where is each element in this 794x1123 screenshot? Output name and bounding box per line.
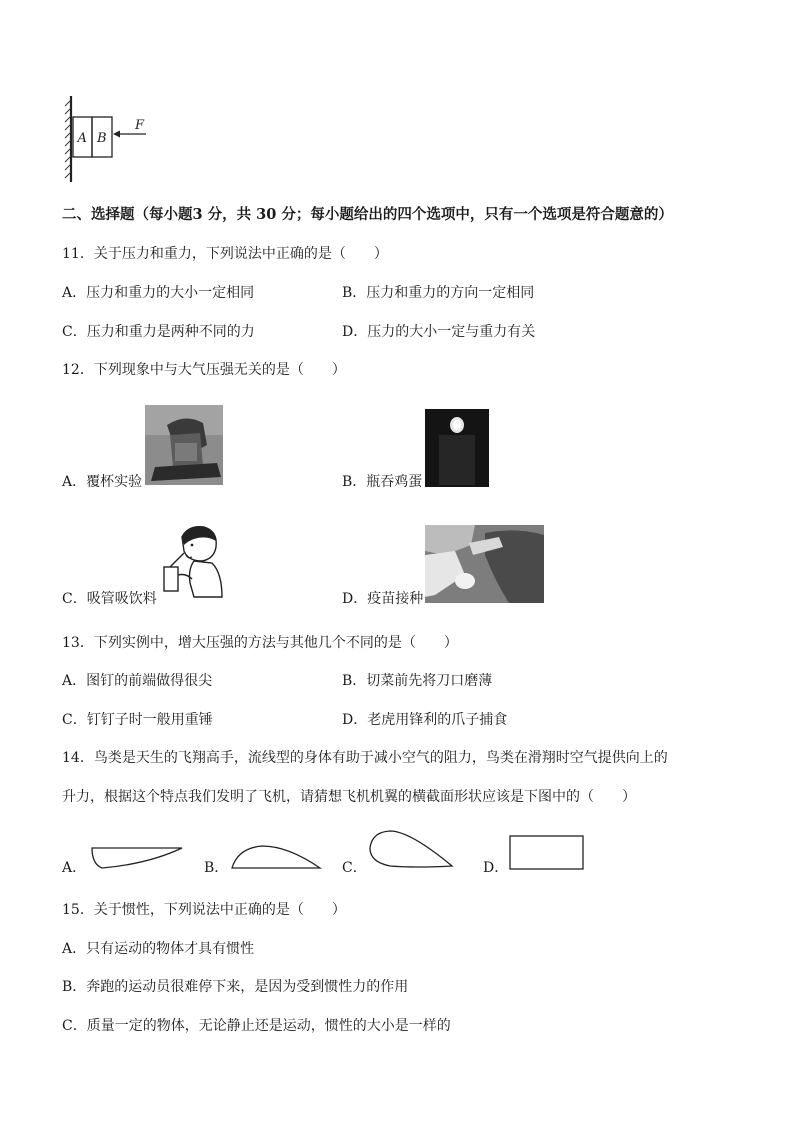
question-15-option-c: C．质量一定的物体，无论静止还是运动，惯性的大小是一样的 — [62, 1018, 451, 1034]
block-b-label: B — [97, 131, 107, 146]
question-14-option-a: A． — [62, 860, 87, 876]
force-label: F — [135, 118, 145, 133]
straw-drinking-illustration — [158, 523, 224, 601]
question-13-option-a: A．图钉的前端做得很尖 — [62, 673, 213, 689]
question-14-option-c: C． — [342, 860, 367, 876]
question-13-option-d: D．老虎用锋利的爪子捕食 — [342, 712, 508, 728]
question-15-stem: 15．关于惯性，下列说法中正确的是（ ） — [62, 902, 346, 918]
question-14-option-d: D． — [483, 860, 509, 876]
bottle-egg-photo — [425, 409, 489, 487]
block-a-label: A — [77, 131, 87, 146]
question-11-option-a: A．压力和重力的大小一定相同 — [62, 285, 255, 301]
question-12-option-b: B．瓶吞鸡蛋 — [342, 474, 423, 490]
wall-block-force-figure — [60, 92, 160, 184]
wing-shape-c — [366, 828, 456, 872]
question-12-option-d: D．疫苗接种 — [342, 591, 424, 607]
question-15-option-a: A．只有运动的物体才具有惯性 — [62, 941, 255, 957]
question-12-stem: 12．下列现象中与大气压强无关的是（ ） — [62, 362, 346, 378]
wing-shape-a — [88, 842, 186, 872]
question-13-option-b: B．切菜前先将刀口磨薄 — [342, 673, 493, 689]
question-12-option-a: A．覆杯实验 — [62, 474, 143, 490]
straw-line — [170, 553, 184, 567]
question-11-option-c: C．压力和重力是两种不同的力 — [62, 324, 255, 340]
section-heading: 二、选择题（每小题3 分，共 30 分；每小题给出的四个选项中，只有一个选项是符合题意的） — [62, 206, 673, 223]
question-13-option-c: C．钉钉子时一般用重锤 — [62, 712, 213, 728]
question-12-option-c: C．吸管吸饮料 — [62, 591, 157, 607]
question-11-option-b: B．压力和重力的方向一定相同 — [342, 285, 535, 301]
question-11-stem: 11．关于压力和重力，下列说法中正确的是（ ） — [62, 246, 388, 262]
vaccination-photo — [425, 525, 544, 603]
question-13-stem: 13．下列实例中，增大压强的方法与其他几个不同的是（ ） — [62, 635, 458, 651]
question-15-option-b: B．奔跑的运动员很难停下来，是因为受到惯性力的作用 — [62, 979, 409, 995]
question-11-option-d: D．压力的大小一定与重力有关 — [342, 324, 536, 340]
wing-shape-d — [508, 834, 586, 872]
force-arrowhead — [113, 131, 120, 138]
question-14-option-b: B． — [204, 860, 229, 876]
cup-experiment-photo — [145, 405, 223, 485]
question-14-stem-line-2: 升力，根据这个特点我们发明了飞机，请猜想飞机机翼的横截面形状应该是下图中的（ ） — [62, 789, 636, 805]
question-14-stem-line-1: 14．鸟类是天生的飞翔高手，流线型的身体有助于减小空气的阻力，鸟类在滑翔时空气提供向上的 — [62, 750, 668, 766]
drink-cup — [164, 567, 178, 591]
wing-shape-b — [228, 842, 324, 872]
